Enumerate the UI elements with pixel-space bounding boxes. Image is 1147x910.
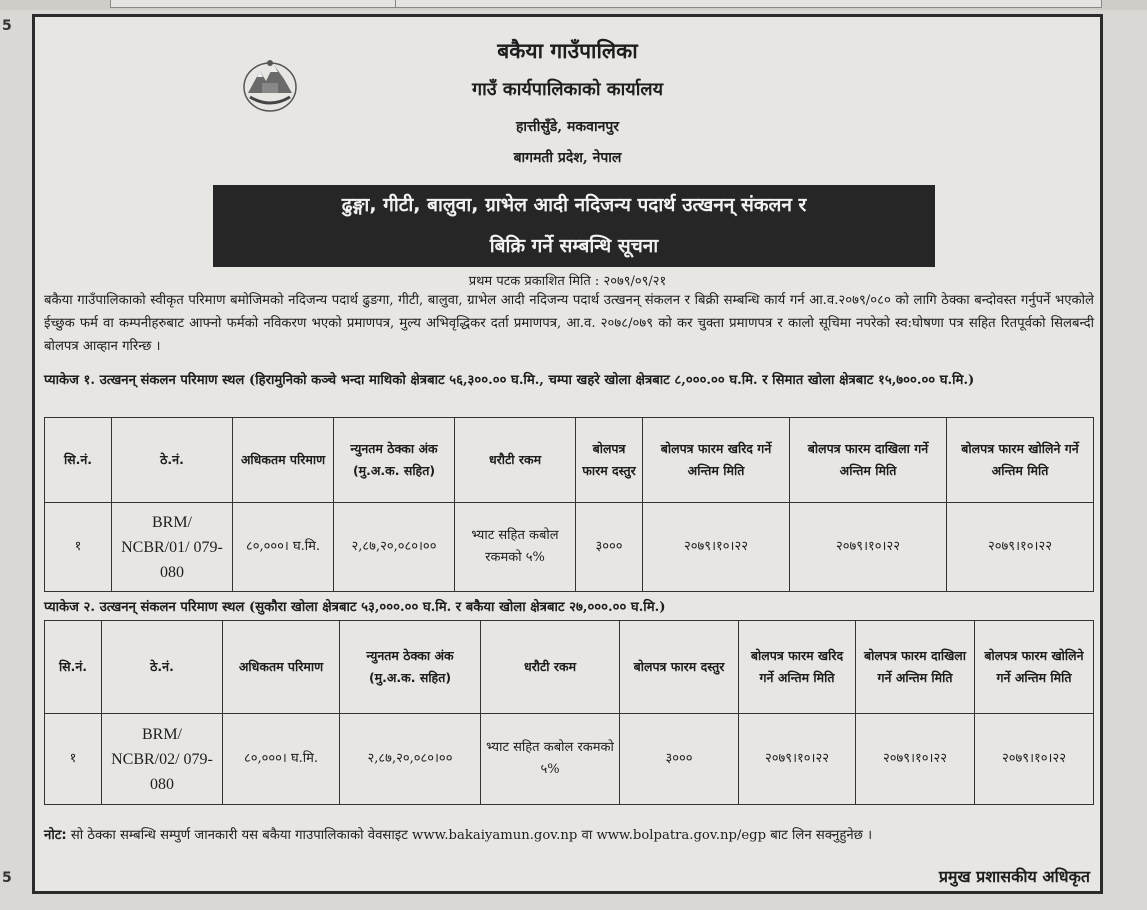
notice-body: बकैया गाउँपालिकाको स्वीकृत परिमाण बमोजिमको नदिजन्य पदार्थ ढुङगा, गीटी, बालुवा, ग्राभेल आदी नदिजन्य पदार्थ उत्खनन् संकलन र बिक्री सम्बन्धि कार्य गर्न आ.व.२०७९/०८० को लागि ठेक्का बन्दोवस्त गर्नुपर्ने भएकोले ईच्छुक फर्म वा कम्पनीहरुबाट आफ्नो फर्मको नविकरण भएको प्रमाणपत्र, मुल्य अभिवृद्धिकर दर्ता प्रमाणपत्र, आ.व. २०७८/०७९ को कर चुक्ता प्रमाणपत्र र कालो सूचिमा नपरेको स्व:घोषणा पत्र सहित रितपूर्वको सिलबन्दी बोलपत्र आव्हान गरिन्छ ।: [44, 293, 1094, 354]
column-header: न्युनतम ठेक्का अंक (मु.अ.क. सहित): [340, 621, 481, 714]
notice-title-line2: बिक्रि गर्ने सम्बन्धि सूचना: [489, 235, 659, 257]
column-header: धरौटी रकम: [481, 621, 620, 714]
office-address: हात्तीसुँडे, मकवानपुर: [515, 119, 620, 135]
column-header: बोलपत्र फारम दस्तुर: [576, 418, 643, 503]
cell-deposit: भ्याट सहित कबोल रकमको ५%: [455, 503, 576, 592]
cell-min-amount: २,८७,२०,०८०।००: [340, 714, 481, 805]
cell-max-quantity: ८०,०००। घ.मि.: [223, 714, 340, 805]
cell-contract-no: BRM/ NCBR/02/ 079-080: [102, 714, 223, 805]
cell-fee: ३०००: [576, 503, 643, 592]
column-header: बोलपत्र फारम दस्तुर: [620, 621, 739, 714]
column-header: सि.नं.: [45, 418, 112, 503]
column-header: बोलपत्र फारम खरिद गर्ने अन्तिम मिति: [643, 418, 790, 503]
table-header-row: [45, 418, 1094, 503]
cell-deposit: भ्याट सहित कबोल रकमको ५%: [481, 714, 620, 805]
column-header: ठे.नं.: [112, 418, 233, 503]
note-label: नोट:: [44, 828, 67, 843]
column-header: न्युनतम ठेक्का अंक (मु.अ.क. सहित): [334, 418, 455, 503]
notice-frame: [32, 14, 1103, 894]
adjacent-box-left: [110, 0, 402, 8]
table-row: [45, 503, 1094, 592]
table-row: [45, 714, 1094, 805]
cell-submit-date: २०७९।१०।२२: [790, 503, 947, 592]
note-text: सो ठेक्का सम्बन्धि सम्पुर्ण जानकारी यस बकैया गाउपालिकाको वेवसाइट www.bakaiyamun.gov.np वा www.bolpatra.gov.np/egp बाट लिन सक्नुहुनेछ ।: [70, 828, 873, 843]
cell-purchase-date: २०७९।१०।२२: [739, 714, 856, 805]
column-header: अधिकतम परिमाण: [233, 418, 334, 503]
column-header: बोलपत्र फारम दाखिला गर्ने अन्तिम मिति: [856, 621, 975, 714]
column-header: बोलपत्र फारम खोलिने गर्ने अन्तिम मिति: [947, 418, 1094, 503]
province-line: बागमती प्रदेश, नेपाल: [513, 150, 622, 166]
footer-note: [44, 825, 1094, 843]
edge-mark: 5: [2, 18, 12, 34]
column-header: धरौटी रकम: [455, 418, 576, 503]
notice-title-banner: [213, 185, 935, 267]
cell-sn: १: [45, 503, 112, 592]
edge-mark: 5: [2, 870, 12, 886]
cell-submit-date: २०७९।१०।२२: [856, 714, 975, 805]
column-header: बोलपत्र फारम खोलिने गर्ने अन्तिम मिति: [975, 621, 1094, 714]
cell-sn: १: [45, 714, 102, 805]
column-header: सि.नं.: [45, 621, 102, 714]
column-header: बोलपत्र फारम दाखिला गर्ने अन्तिम मिति: [790, 418, 947, 503]
package1-heading: प्याकेज १. उत्खनन् संकलन परिमाण स्थल (हिरामुनिको कञ्चे भन्दा माथिको क्षेत्रबाट ५६,३००.०० घ.मि., चम्पा खहरे खोला क्षेत्रबाट ८,०००.०० घ.मि. र सिमात खोला क्षेत्रबाट १५,७००.०० घ.मि.): [44, 373, 975, 388]
publication-date: प्रथम पटक प्रकाशित मिति : २०७९/०९/२१: [468, 274, 667, 289]
column-header: ठे.नं.: [102, 621, 223, 714]
table-header-row: [45, 621, 1094, 714]
cell-open-date: २०७९।१०।२२: [947, 503, 1094, 592]
org-name: बकैया गाउँपालिका: [497, 38, 638, 63]
cell-min-amount: २,८७,२०,०८०।००: [334, 503, 455, 592]
package2-heading: प्याकेज २. उत्खनन् संकलन परिमाण स्थल (सुकौरा खोला क्षेत्रबाट ५३,०००.०० घ.मि. र बकैया खोला क्षेत्रबाट २७,०००.०० घ.मि.): [44, 600, 666, 615]
column-header: अधिकतम परिमाण: [223, 621, 340, 714]
cell-fee: ३०००: [620, 714, 739, 805]
adjacent-page-strip: [0, 0, 1147, 10]
signatory: प्रमुख प्रशासकीय अधिकृत: [938, 867, 1090, 886]
package2-table: [44, 620, 1094, 805]
cell-contract-no: BRM/ NCBR/01/ 079-080: [112, 503, 233, 592]
cell-max-quantity: ८०,०००। घ.मि.: [233, 503, 334, 592]
cell-purchase-date: २०७९।१०।२२: [643, 503, 790, 592]
office-name: गाउँ कार्यपालिकाको कार्यालय: [471, 79, 664, 100]
cell-open-date: २०७९।१०।२२: [975, 714, 1094, 805]
column-header: बोलपत्र फारम खरिद गर्ने अन्तिम मिति: [739, 621, 856, 714]
notice-title-line1: ढुङ्गा, गीटी, बालुवा, ग्राभेल आदी नदिजन्य पदार्थ उत्खनन् संकलन र: [341, 194, 807, 216]
package1-table: [44, 417, 1094, 592]
adjacent-box-right: [395, 0, 1102, 8]
